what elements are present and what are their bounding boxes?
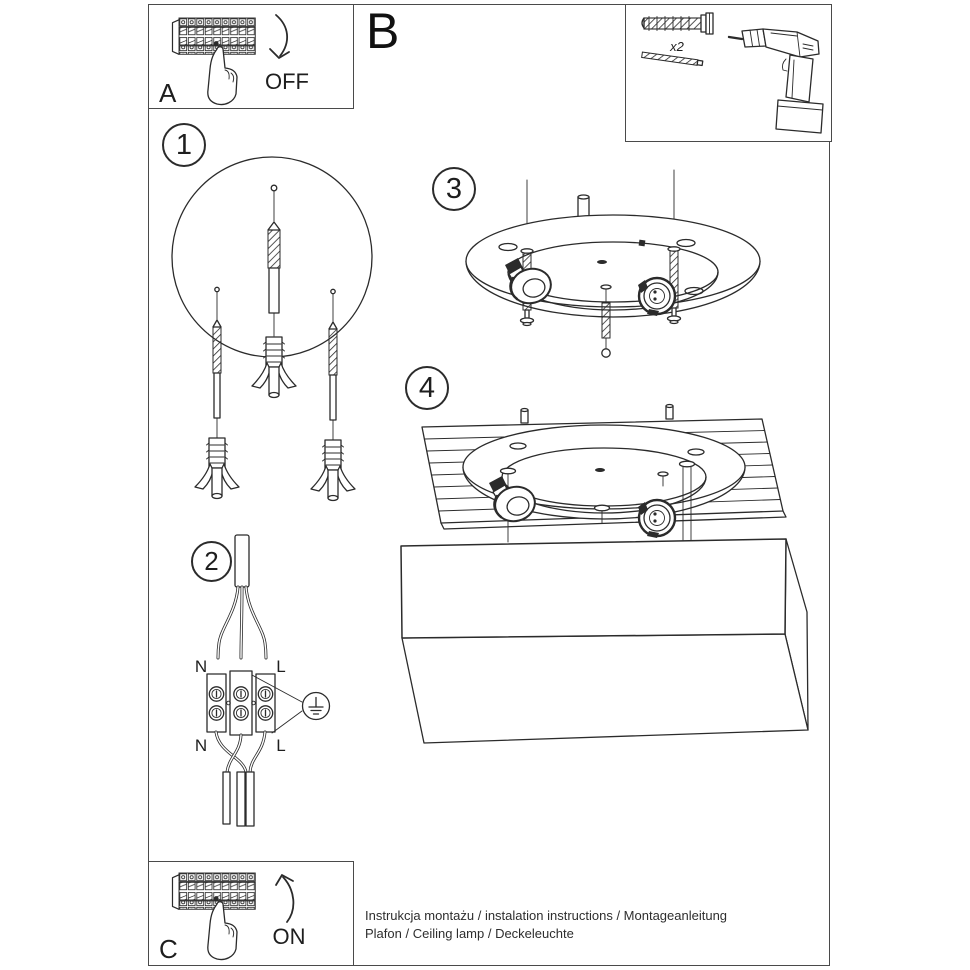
arrow-down-icon bbox=[270, 15, 289, 58]
footer-text bbox=[365, 907, 825, 943]
step-3-digit: 3 bbox=[445, 172, 463, 205]
wires-top bbox=[218, 587, 266, 658]
quantity-label: x2 bbox=[670, 39, 684, 54]
screw-left bbox=[213, 287, 221, 438]
terminal-block bbox=[207, 671, 275, 735]
lamp-box-diagram bbox=[401, 539, 808, 743]
panel-c-letter: C bbox=[159, 934, 178, 963]
hand-icon bbox=[208, 47, 237, 105]
drill-icon bbox=[729, 29, 823, 133]
lamp-assembly-diagram bbox=[395, 395, 815, 755]
plate-top bbox=[466, 215, 760, 307]
wall-plugs-diagram bbox=[150, 115, 380, 515]
cable-end-right-1 bbox=[237, 772, 245, 826]
ceiling-pins bbox=[521, 405, 673, 424]
screw-right bbox=[329, 289, 337, 440]
cable-end-left bbox=[223, 772, 230, 824]
hand-icon bbox=[208, 902, 237, 960]
tools-illustration bbox=[626, 5, 829, 138]
label-l-top: L bbox=[276, 657, 286, 676]
mounting-plate-diagram bbox=[430, 150, 810, 370]
panel-a-letter: A bbox=[159, 78, 177, 106]
footer-line-2: Plafon / Ceiling lamp / Deckeleuchte bbox=[365, 926, 574, 941]
footer-line-1: Instrukcja montażu / instalation instructions / Montageanleitung bbox=[365, 908, 728, 923]
cable-sleeve bbox=[235, 535, 249, 587]
center-screw bbox=[268, 185, 280, 336]
step-c-box bbox=[148, 861, 354, 966]
label-n-bottom: N bbox=[194, 736, 208, 755]
wall-plug-icon bbox=[642, 13, 713, 34]
lamp-socket-right-4 bbox=[638, 500, 675, 538]
on-label: ON bbox=[272, 924, 306, 949]
wall-plug-right bbox=[311, 440, 355, 501]
wires-bottom bbox=[216, 732, 265, 772]
step-a-box bbox=[148, 4, 354, 109]
wall-plug-center bbox=[252, 337, 296, 398]
wiring-diagram bbox=[185, 525, 340, 835]
breaker-on-illustration bbox=[149, 862, 352, 963]
step-1-digit: 1 bbox=[175, 128, 193, 161]
label-l-bottom: L bbox=[276, 736, 286, 755]
cable-end-right-2 bbox=[246, 772, 254, 826]
step-2-digit: 2 bbox=[204, 546, 219, 576]
wall-plug-left bbox=[195, 438, 239, 499]
panel-b-letter: B bbox=[366, 3, 400, 59]
step-4-digit: 4 bbox=[418, 371, 436, 404]
arrow-up-icon bbox=[276, 875, 293, 922]
breaker-panel-icon bbox=[172, 18, 255, 54]
breaker-off-illustration bbox=[149, 5, 352, 106]
screw-icon bbox=[642, 52, 703, 66]
label-n-top: N bbox=[194, 657, 208, 676]
earth-symbol-icon bbox=[303, 693, 330, 720]
step-b-box bbox=[625, 4, 832, 142]
off-label: OFF bbox=[265, 69, 309, 94]
breaker-panel-icon bbox=[172, 873, 255, 909]
